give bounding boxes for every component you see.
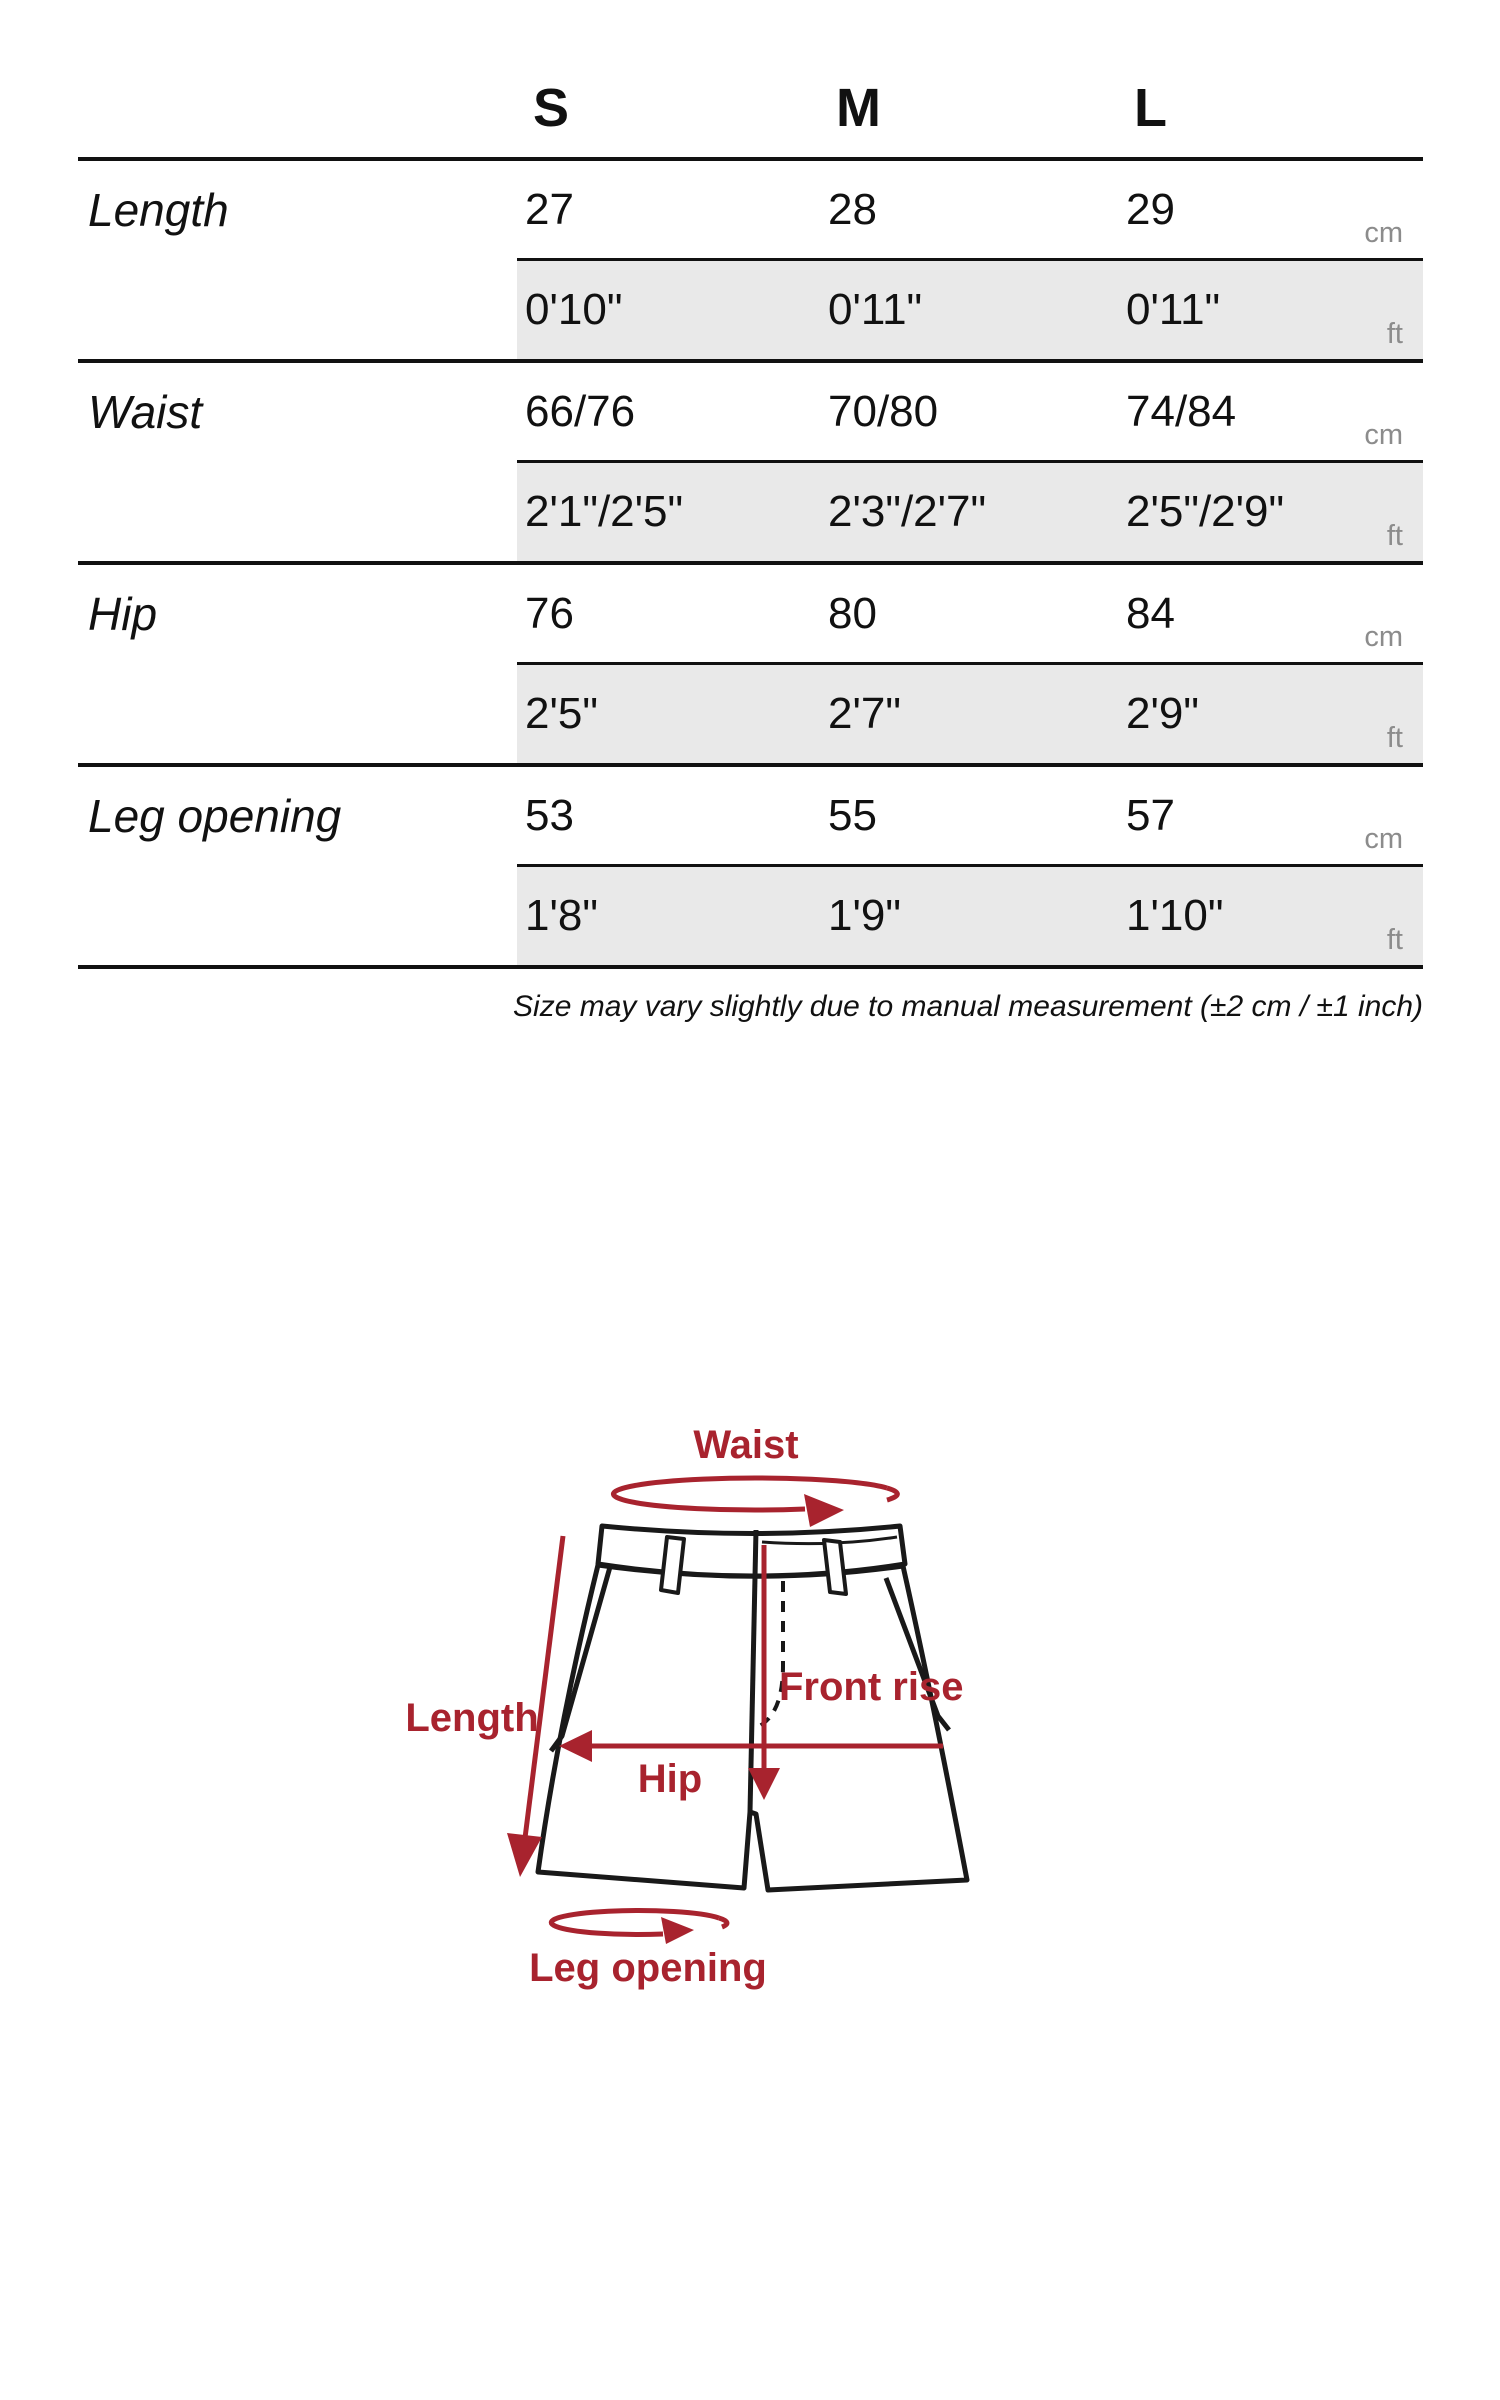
row-label: Length (88, 183, 229, 236)
cell-hip-l-cm: 84 (1126, 588, 1175, 638)
cell-hip-s-cm: 76 (525, 588, 574, 638)
cell-hip-s-ft: 2'5" (525, 689, 598, 738)
cell-hip-l-ft: 2'9" (1126, 689, 1199, 738)
cell-waist-l-cm: 74/84 (1126, 386, 1237, 436)
cell-leg-s-cm: 53 (525, 790, 574, 840)
hip-diagram-label: Hip (637, 1757, 703, 1801)
cell-length-m-cm: 28 (828, 184, 877, 234)
belt-loop-right (824, 1540, 846, 1594)
cell-length-s-ft: 0'10" (525, 285, 623, 334)
row-label: Waist (88, 385, 203, 438)
unit-ft-label: ft (1386, 317, 1403, 350)
unit-cm-label: cm (1364, 621, 1403, 653)
waist-arrow-icon (804, 1494, 844, 1527)
cell-waist-s-ft: 2'1"/2'5" (525, 487, 684, 536)
cell-leg-m-cm: 55 (828, 790, 877, 840)
cell-waist-m-ft: 2'3"/2'7" (828, 487, 987, 536)
unit-ft-label: ft (1386, 923, 1403, 956)
cell-length-m-ft: 0'11" (828, 285, 923, 334)
leg-opening-ellipse-curl (719, 1918, 727, 1927)
unit-cm-label: cm (1364, 419, 1403, 451)
cell-length-l-ft: 0'11" (1126, 285, 1221, 334)
cell-leg-s-ft: 1'8" (525, 891, 598, 940)
unit-cm-label: cm (1364, 217, 1403, 249)
leg-opening-arrow-icon (661, 1917, 694, 1944)
belt-loop-left (661, 1537, 684, 1593)
cell-hip-m-ft: 2'7" (828, 689, 901, 738)
length-diagram-label: Length (405, 1696, 539, 1740)
cell-hip-m-cm: 80 (828, 588, 877, 638)
cell-waist-s-cm: 66/76 (525, 386, 636, 436)
waistband (598, 1526, 905, 1576)
row-label: Hip (88, 587, 158, 640)
waist-measure-ellipse-curl (887, 1488, 897, 1500)
size-header-s: S (533, 77, 570, 138)
front-rise-diagram-label: Front rise (779, 1665, 964, 1709)
cell-waist-l-ft: 2'5"/2'9" (1126, 487, 1285, 536)
cell-length-l-cm: 29 (1126, 184, 1175, 234)
shorts-measurement-diagram (400, 1390, 1120, 2070)
cell-length-s-cm: 27 (525, 184, 574, 234)
size-header-l: L (1134, 77, 1167, 138)
cell-leg-l-ft: 1'10" (1126, 891, 1224, 940)
row-label: Leg opening (88, 789, 342, 842)
leg-opening-measure-ellipse (551, 1910, 719, 1934)
table-bottom-line (78, 965, 1423, 969)
waist-measure-ellipse (613, 1478, 887, 1510)
unit-cm-label: cm (1364, 823, 1403, 855)
cell-waist-m-cm: 70/80 (828, 386, 939, 436)
size-table (78, 58, 1423, 973)
size-header-m: M (836, 77, 881, 138)
unit-ft-label: ft (1386, 519, 1403, 552)
cell-leg-l-cm: 57 (1126, 790, 1175, 840)
leg-opening-diagram-label: Leg opening (529, 1946, 767, 1990)
measurement-note: Size may vary slightly due to manual measurement (±2 cm / ±1 inch) (513, 990, 1423, 1023)
cell-leg-m-ft: 1'9" (828, 891, 901, 940)
unit-ft-label: ft (1386, 721, 1403, 754)
waist-diagram-label: Waist (693, 1423, 799, 1467)
